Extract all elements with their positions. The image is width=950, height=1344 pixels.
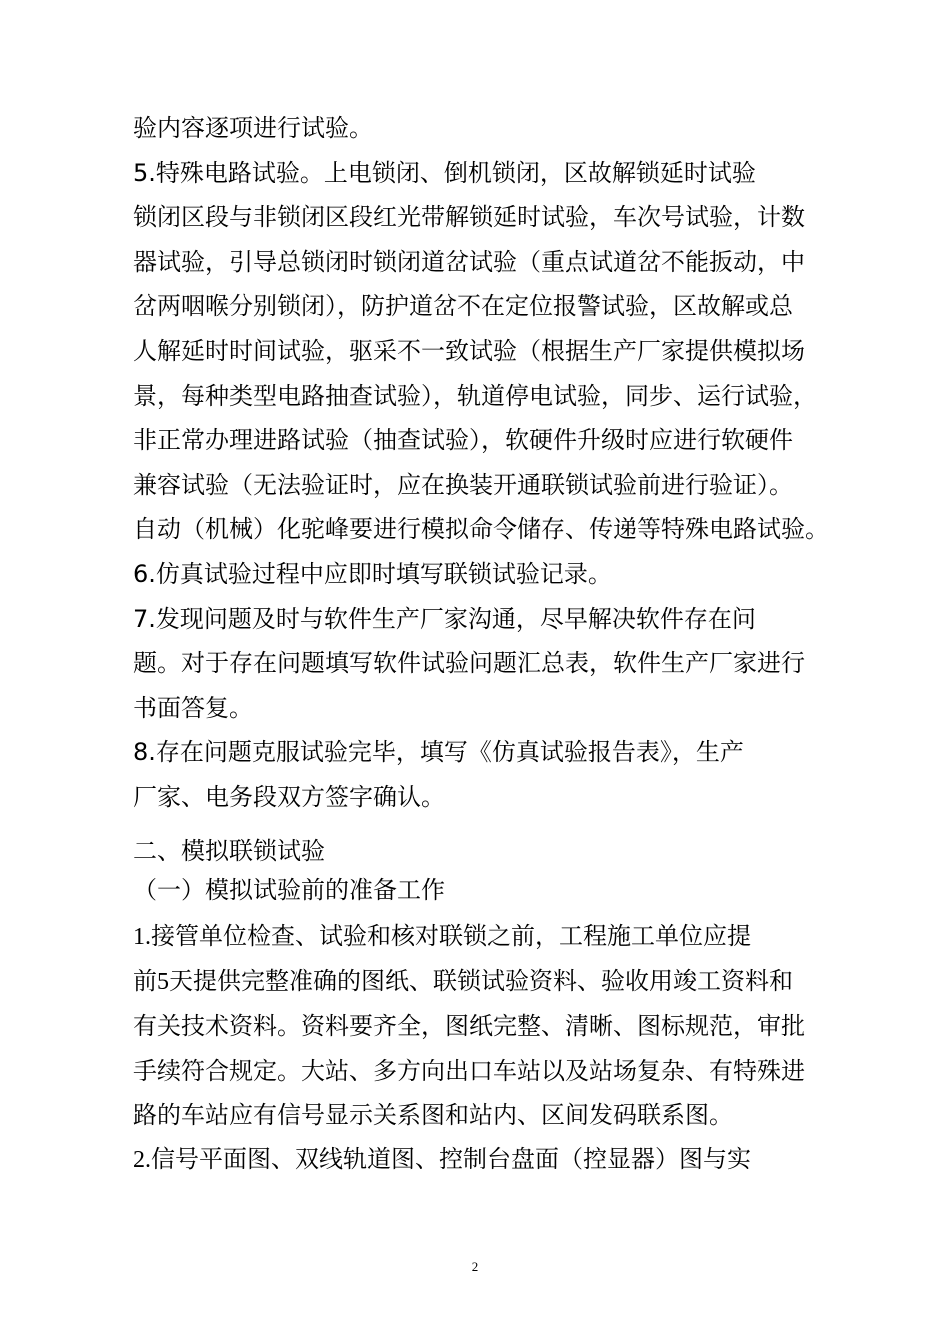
text-line: 7.发现问题及时与软件生产厂家沟通，尽早解决软件存在问 (133, 605, 756, 633)
text-line: 景，每种类型电路抽查试验），轨道停电试验，同步、运行试验， (133, 382, 817, 410)
text-line: 兼容试验（无法验证时，应在换装开通联锁试验前进行验证）。 (133, 471, 793, 499)
text-line: 2.信号平面图、双线轨道图、控制台盘面（控显器）图与实 (133, 1147, 751, 1173)
section-heading: 二、模拟联锁试验 (133, 837, 325, 865)
text-line: 5.特殊电路试验。上电锁闭、倒机锁闭，区故解锁延时试验 (133, 159, 756, 187)
text-line: 器试验，引导总锁闭时锁闭道岔试验（重点试道岔不能扳动，中 (133, 248, 805, 276)
text-line: 书面答复。 (133, 694, 253, 722)
text-line: 锁闭区段与非锁闭区段红光带解锁延时试验，车次号试验，计数 (133, 203, 805, 231)
text-line: 题。对于存在问题填写软件试验问题汇总表，软件生产厂家进行 (133, 649, 805, 677)
text-line: 1.接管单位检查、试验和核对联锁之前，工程施工单位应提 (133, 924, 751, 950)
text-line: 岔两咽喉分别锁闭），防护道岔不在定位报警试验，区故解或总 (133, 292, 793, 320)
subsection-heading: （一）模拟试验前的准备工作 (133, 876, 445, 904)
text-line: 路的车站应有信号显示关系图和站内、区间发码联系图。 (133, 1101, 733, 1129)
text-line: 非正常办理进路试验（抽查试验），软硬件升级时应进行软硬件 (133, 426, 793, 454)
text-line: 自动（机械）化驼峰要进行模拟命令储存、传递等特殊电路试验。 (133, 515, 829, 543)
text-line: 厂家、电务段双方签字确认。 (133, 783, 445, 811)
page-number: 2 (471, 1259, 479, 1274)
text-line: 前5天提供完整准确的图纸、联锁试验资料、验收用竣工资料和 (133, 969, 793, 995)
text-line: 6.仿真试验过程中应即时填写联锁试验记录。 (133, 560, 612, 588)
text-line: 有关技术资料。资料要齐全，图纸完整、清晰、图标规范，审批 (133, 1012, 805, 1040)
text-line: 8.存在问题克服试验完毕，填写《仿真试验报告表》，生产 (133, 738, 744, 766)
text-line: 验内容逐项进行试验。 (133, 114, 373, 142)
text-line: 人解延时时间试验，驱采不一致试验（根据生产厂家提供模拟场 (133, 337, 805, 365)
text-line: 手续符合规定。大站、多方向出口车站以及站场复杂、有特殊进 (133, 1057, 805, 1085)
